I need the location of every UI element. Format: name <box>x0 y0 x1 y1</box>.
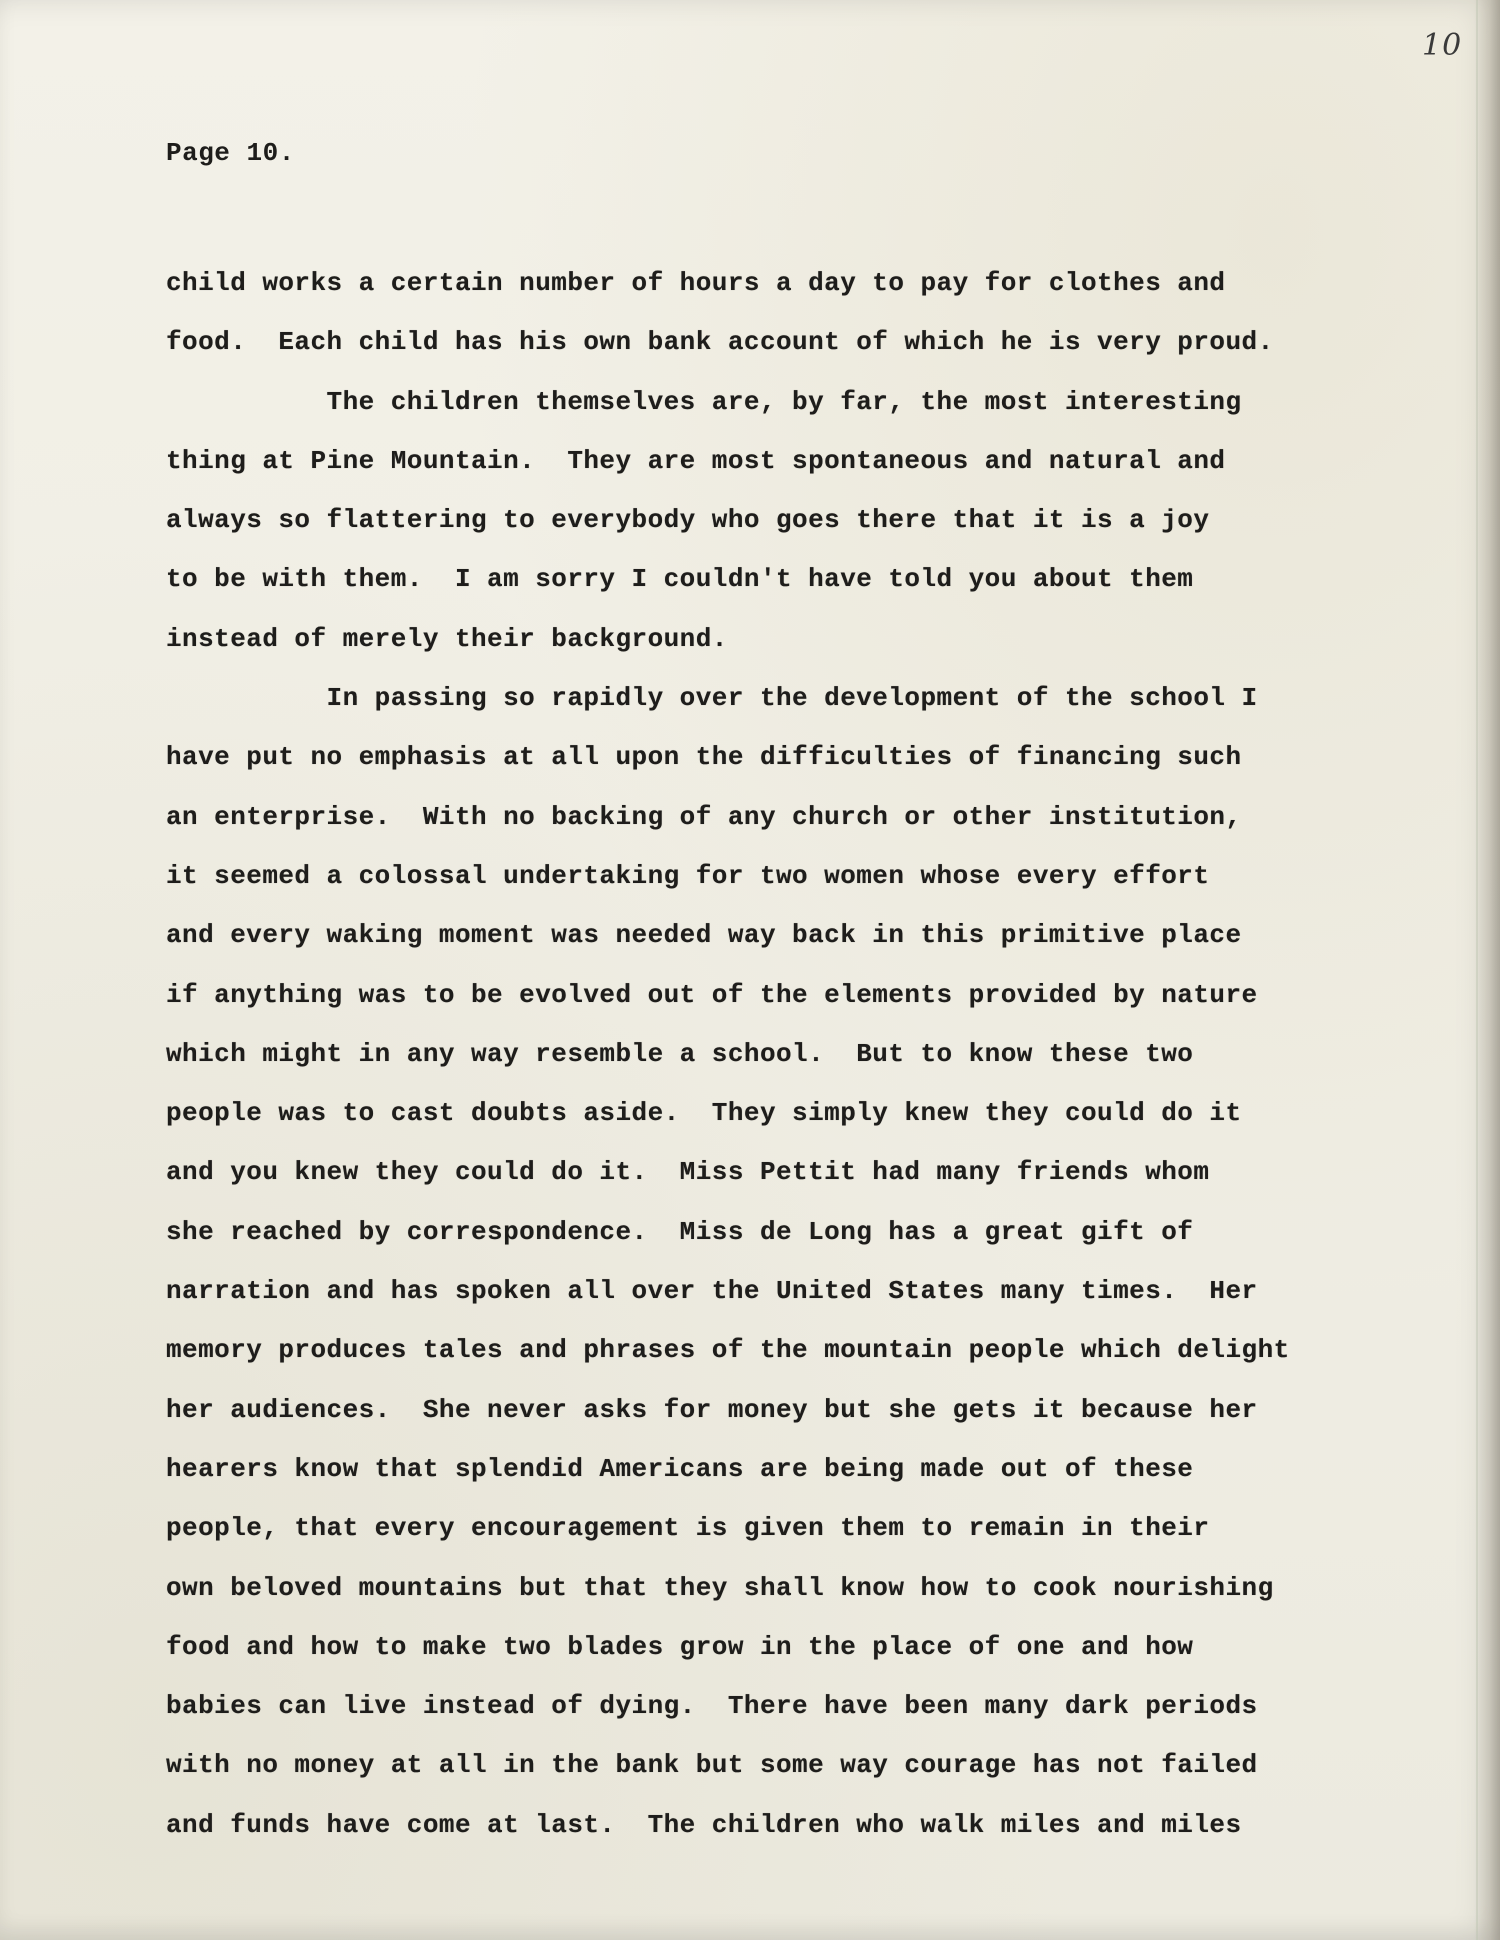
paper-edge-shadow <box>1474 0 1500 1940</box>
text-line: instead of merely their background. <box>166 623 728 654</box>
text-line: In passing so rapidly over the development of the school I <box>166 683 1258 714</box>
text-line: always so flattering to everybody who goes there that it is a joy <box>166 505 1210 536</box>
text-line: with no money at all in the bank but some way courage has not failed <box>166 1750 1258 1781</box>
text-line: to be with them. I am sorry I couldn't have told you about them <box>166 564 1194 595</box>
text-line: food and how to make two blades grow in the place of one and how <box>166 1631 1194 1662</box>
text-line: and funds have come at last. The children who walk miles and miles <box>166 1809 1242 1840</box>
text-line: have put no emphasis at all upon the difficulties of financing such <box>166 742 1242 773</box>
text-line: people, that every encouragement is given them to remain in their <box>166 1513 1210 1544</box>
text-line: The children themselves are, by far, the most interesting <box>166 386 1242 417</box>
text-line: and every waking moment was needed way back in this primitive place <box>166 920 1242 951</box>
text-line: babies can live instead of dying. There have been many dark periods <box>166 1691 1258 1722</box>
page-heading: Page 10. <box>166 138 295 168</box>
text-line: if anything was to be evolved out of the elements provided by nature <box>166 979 1258 1010</box>
body-text <box>166 254 1456 1855</box>
text-line: hearers know that splendid Americans are being made out of these <box>166 1453 1194 1484</box>
text-line: which might in any way resemble a school. But to know these two <box>166 1038 1194 1069</box>
text-line: it seemed a colossal undertaking for two women whose every effort <box>166 860 1210 891</box>
text-line: thing at Pine Mountain. They are most spontaneous and natural and <box>166 445 1226 476</box>
text-line: memory produces tales and phrases of the mountain people which delight <box>166 1335 1290 1366</box>
text-line: food. Each child has his own bank account of which he is very proud. <box>166 327 1274 358</box>
text-line: she reached by correspondence. Miss de Long has a great gift of <box>166 1216 1194 1247</box>
handwritten-folio-number: 10 <box>1422 28 1463 63</box>
text-line: an enterprise. With no backing of any church or other institution, <box>166 801 1242 832</box>
text-line: narration and has spoken all over the United States many times. Her <box>166 1276 1258 1307</box>
text-line: her audiences. She never asks for money but she gets it because her <box>166 1394 1258 1425</box>
text-line: own beloved mountains but that they shall know how to cook nourishing <box>166 1572 1274 1603</box>
text-line: and you knew they could do it. Miss Pettit had many friends whom <box>166 1157 1210 1188</box>
text-line: child works a certain number of hours a day to pay for clothes and <box>166 268 1226 298</box>
text-line: people was to cast doubts aside. They simply knew they could do it <box>166 1098 1242 1129</box>
